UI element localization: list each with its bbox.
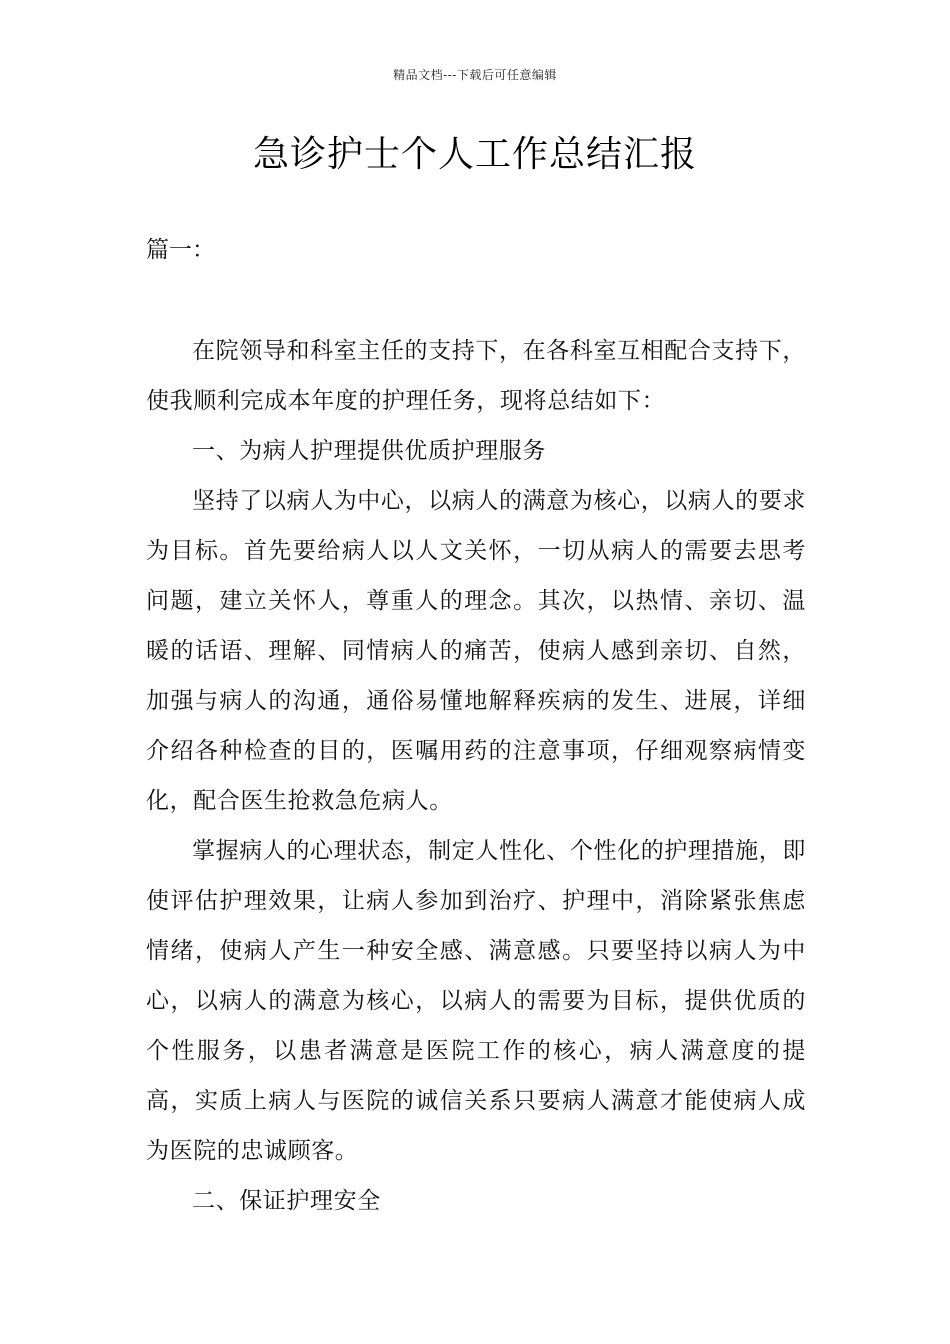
heading-two: 二、保证护理安全 bbox=[192, 1188, 381, 1214]
body-paragraph: 掌握病人的心理状态，制定人性化、个性化的护理措施，即使评估护理效果，让病人参加到治疗、护理中，消除紧张焦虑情绪，使病人产生一种安全感、满意感。只要坚持以病人为中心，以病人的满意为核心，以病人的需要为目标，提供优质的个性服务，以患者满意是医院工作的核心，病人满意度的提高，实质上病人与医院的诚信关系只要病人满意才能使病人成为医院的忠诚顾客。 bbox=[146, 838, 806, 1164]
heading-one: 一、为病人护理提供优质护理服务 bbox=[192, 438, 546, 464]
document-title: 急诊护士个人工作总结汇报 bbox=[252, 134, 697, 175]
intro-paragraph: 在院领导和科室主任的支持下，在各科室互相配合支持下，使我顺利完成本年度的护理任务，现将总结如下： bbox=[146, 338, 806, 414]
page-header-note: 精品文档---下载后可任意编辑 bbox=[393, 68, 557, 82]
section-label: 篇一： bbox=[146, 237, 215, 263]
document-body bbox=[146, 326, 806, 1226]
body-paragraph: 坚持了以病人为中心，以病人的满意为核心，以病人的要求为目标。首先要给病人以人文关怀，一切从病人的需要去思考问题，建立关怀人，尊重人的理念。其次，以热情、亲切、温暖的话语、理解、同情病人的痛苦，使病人感到亲切、自然，加强与病人的沟通，通俗易懂地解释疾病的发生、进展，详细介绍各种检查的目的，医嘱用药的注意事项，仔细观察病情变化，配合医生抢救急危病人。 bbox=[146, 488, 806, 814]
